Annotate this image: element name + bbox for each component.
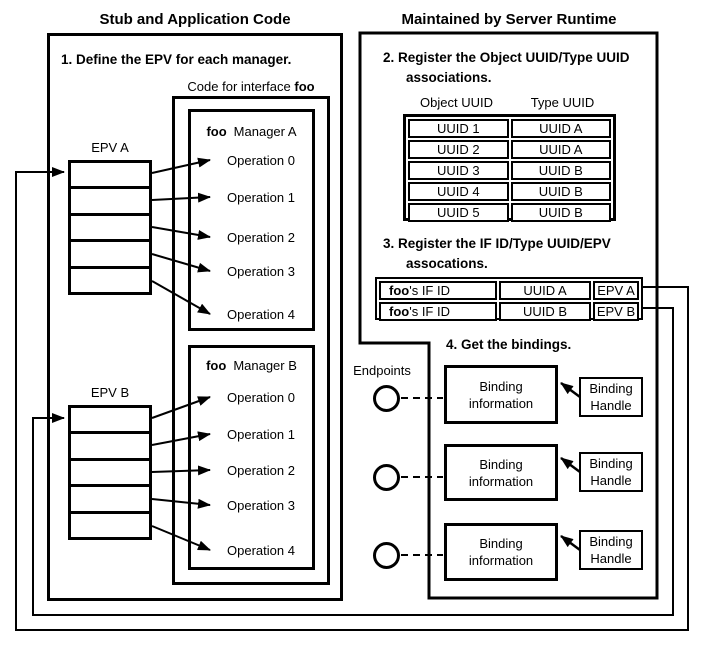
uuid-table-col1-header: Object UUID bbox=[420, 95, 493, 110]
binding-information-box: Binding information bbox=[444, 523, 558, 581]
step3-heading-line2: assocations. bbox=[406, 256, 488, 271]
table-row bbox=[407, 181, 612, 202]
type-uuid-cell: UUID A bbox=[511, 119, 612, 138]
binding-information-box: Binding information bbox=[444, 365, 558, 424]
endpoint-dashed-connectors bbox=[401, 398, 443, 555]
type-uuid-cell: UUID B bbox=[511, 203, 612, 222]
uuid-table-col2-header: Type UUID bbox=[530, 95, 595, 110]
manager-a-operation: Operation 2 bbox=[227, 230, 295, 245]
object-uuid-cell: UUID 3 bbox=[408, 161, 509, 180]
if-id-cell: foo 's IF ID bbox=[379, 302, 497, 321]
manager-b-operation: Operation 4 bbox=[227, 543, 295, 558]
manager-b-box bbox=[188, 345, 315, 570]
step4-heading: 4. Get the bindings. bbox=[446, 337, 572, 352]
table-row bbox=[407, 118, 612, 139]
endpoints-label: Endpoints bbox=[353, 363, 411, 378]
manager-b-title: foo Manager B bbox=[206, 358, 297, 373]
manager-a-operation: Operation 1 bbox=[227, 190, 295, 205]
binding-information-box: Binding information bbox=[444, 444, 558, 501]
manager-a-operation: Operation 0 bbox=[227, 153, 295, 168]
left-panel-title: Stub and Application Code bbox=[99, 11, 291, 28]
table-row bbox=[407, 139, 612, 160]
binding-handle-arrows bbox=[561, 383, 580, 550]
binding-handle-box: Binding Handle bbox=[579, 452, 643, 492]
manager-b-operation: Operation 1 bbox=[227, 427, 295, 442]
epv-a-slot bbox=[71, 242, 149, 268]
step2-heading-line2: associations. bbox=[406, 70, 492, 85]
manager-a-title: foo Manager A bbox=[206, 124, 297, 139]
object-uuid-type-uuid-table bbox=[403, 114, 616, 221]
epv-b-slot bbox=[71, 408, 149, 434]
epv-a-slot bbox=[71, 189, 149, 215]
epv-a-slot bbox=[71, 163, 149, 189]
manager-b-operation: Operation 0 bbox=[227, 390, 295, 405]
epv-b-slot bbox=[71, 461, 149, 487]
manager-b-operation: Operation 3 bbox=[227, 498, 295, 513]
epv-a-slot bbox=[71, 269, 149, 292]
epv-cell: EPV A bbox=[593, 281, 639, 300]
endpoint-circle-icon bbox=[373, 542, 400, 569]
endpoint-circle-icon bbox=[373, 464, 400, 491]
type-uuid-cell: UUID A bbox=[511, 140, 612, 159]
epv-b-slot bbox=[71, 434, 149, 460]
if-id-type-uuid-epv-table bbox=[375, 277, 643, 320]
type-uuid-cell: UUID B bbox=[511, 161, 612, 180]
binding-handle-box: Binding Handle bbox=[579, 377, 643, 417]
object-uuid-cell: UUID 4 bbox=[408, 182, 509, 201]
epv-b-slot bbox=[71, 514, 149, 537]
if-id-cell: foo 's IF ID bbox=[379, 281, 497, 300]
endpoint-circle-icon bbox=[373, 385, 400, 412]
type-uuid-cell: UUID A bbox=[499, 281, 591, 300]
epv-b-slot bbox=[71, 487, 149, 513]
epv-b-label: EPV B bbox=[90, 385, 130, 400]
step3-heading-line1: 3. Register the IF ID/Type UUID/EPV bbox=[383, 236, 611, 251]
object-uuid-cell: UUID 5 bbox=[408, 203, 509, 222]
manager-a-operation: Operation 3 bbox=[227, 264, 295, 279]
epv-b-vector-box bbox=[68, 405, 152, 540]
object-uuid-cell: UUID 1 bbox=[408, 119, 509, 138]
epv-cell: EPV B bbox=[593, 302, 639, 321]
code-for-interface-foo-label: Code for interface foo bbox=[187, 79, 315, 94]
manager-b-operation: Operation 2 bbox=[227, 463, 295, 478]
table-row bbox=[407, 202, 612, 223]
epv-a-label: EPV A bbox=[91, 140, 129, 155]
step2-heading-line1: 2. Register the Object UUID/Type UUID bbox=[383, 50, 630, 65]
right-panel-title: Maintained by Server Runtime bbox=[401, 11, 617, 28]
type-uuid-cell: UUID B bbox=[511, 182, 612, 201]
epv-a-vector-box bbox=[68, 160, 152, 295]
object-uuid-cell: UUID 2 bbox=[408, 140, 509, 159]
manager-a-operation: Operation 4 bbox=[227, 307, 295, 322]
type-uuid-cell: UUID B bbox=[499, 302, 591, 321]
table-row bbox=[378, 301, 640, 322]
epv-a-slot bbox=[71, 216, 149, 242]
table-row bbox=[378, 280, 640, 301]
table-row bbox=[407, 160, 612, 181]
step1-heading: 1. Define the EPV for each manager. bbox=[61, 52, 292, 67]
binding-handle-box: Binding Handle bbox=[579, 530, 643, 570]
manager-a-box bbox=[188, 109, 315, 331]
